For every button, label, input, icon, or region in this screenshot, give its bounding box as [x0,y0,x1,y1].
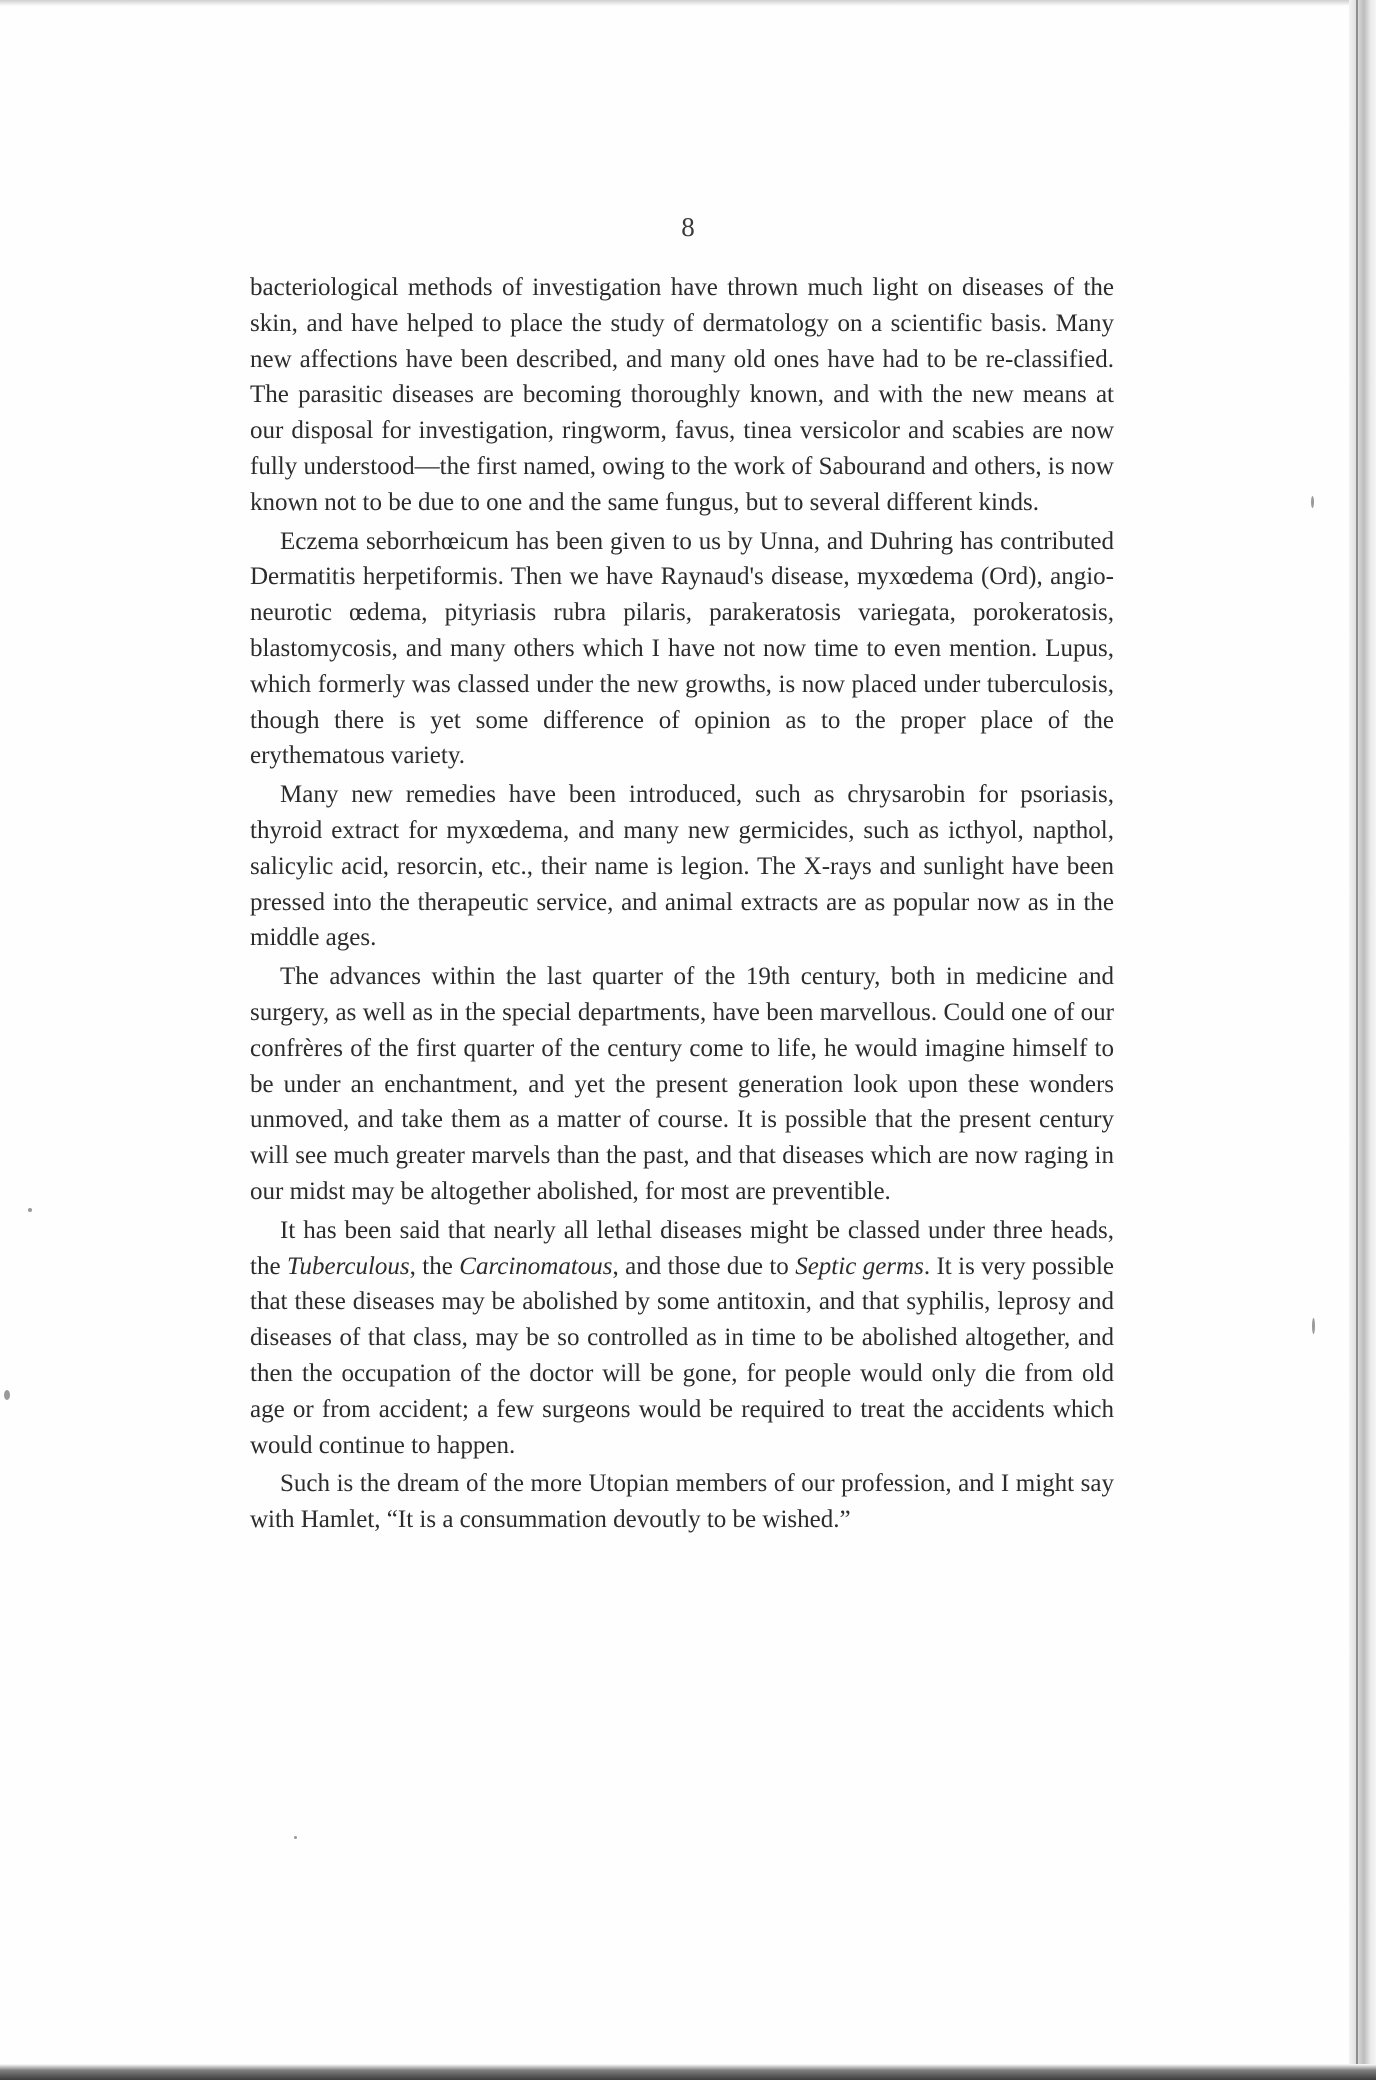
paragraph-text: Eczema seborrhœicum has been given to us by Unna, and Duhring has contributed Dermatitis herpetiformis. Then we have Raynaud's disease, myxœdema (Ord), angio-neurotic œdema, pityriasis rubra pilaris, parakeratosis variegata, porokeratosis, blastomycosis, and many others which I have not now time to even mention. Lupus, which formerly was classed under the new growths, is now placed under tuberculosis, though there is yet some difference of opinion as to the proper place of the erythematous variety. [250,527,1114,770]
paragraph-text: bacteriological methods of investigation have thrown much light on diseases of the skin, and have helped to place the study of dermatology on a scientific basis. Many new affections have been described, and many old ones have had to be re-classified. The parasitic diseases are becoming thoroughly known, and with the new means at our disposal for investigation, ringworm, favus, tinea versicolor and scabies are now fully understood—the first named, owing to the work of Sabourand and others, is now known not to be due to one and the same fungus, but to several different kinds. [250,274,1114,516]
italic-term: Tuberculous [286,1252,410,1280]
paragraph [250,1213,1114,1464]
page-top-edge [0,0,1349,6]
italic-term: Septic germs [795,1252,924,1280]
page-binding-edge [1349,0,1376,2080]
paragraph [250,270,1114,521]
paragraph-text: It has been said that nearly all lethal diseases might be classed under three heads, the [250,1216,1114,1280]
scan-speck [28,1208,32,1212]
paragraph-text: , the [409,1252,460,1280]
paragraph [250,1466,1114,1538]
paragraph-text: The advances within the last quarter of the 19th century, both in medicine and surgery, as well as in the special departments, have been marvellous. Could one of our confrères of the first quarter of the century come to life, he would imagine himself to be under an enchantment, and yet the present generation look upon these wonders unmoved, and take them as a matter of course. It is possible that the present century will see much greater marvels than the past, and that diseases which are now raging in our midst may be altogether abolished, for most are preventible. [250,963,1114,1205]
scan-speck [4,1390,10,1400]
paragraph-text: Such is the dream of the more Utopian members of our profession, and I might say with Hamlet, “It is a consummation devoutly to be wished.” [250,1470,1114,1534]
page-number: 8 [681,212,695,242]
paragraph [250,777,1114,956]
paragraph-text: , and those due to [612,1252,796,1280]
scan-speck [1311,496,1314,508]
scan-speck [1312,1318,1315,1334]
paragraph-text: . It is very possible that these diseases may be abolished by some antitoxin, and that syphilis, leprosy and diseases of that class, may be so controlled as in time to be abolished altogether, and then the occupation of the doctor will be gone, for people would only die from old age or from accident; a few surgeons would be required to treat the accidents which would continue to happen. [250,1252,1114,1459]
scan-speck [294,1836,297,1839]
italic-term: Carcinomatous [459,1252,613,1280]
body-text [250,270,1114,1541]
page-bottom-edge [0,2064,1376,2080]
paragraph [250,959,1114,1210]
paragraph [250,524,1114,775]
paragraph-text: Many new remedies have been introduced, such as chrysarobin for psoriasis, thyroid extract for myxœdema, and many new germicides, such as icthyol, napthol, salicylic acid, resorcin, etc., their name is legion. The X-rays and sunlight have been pressed into the therapeutic service, and animal extracts are as popular now as in the middle ages. [250,781,1114,952]
